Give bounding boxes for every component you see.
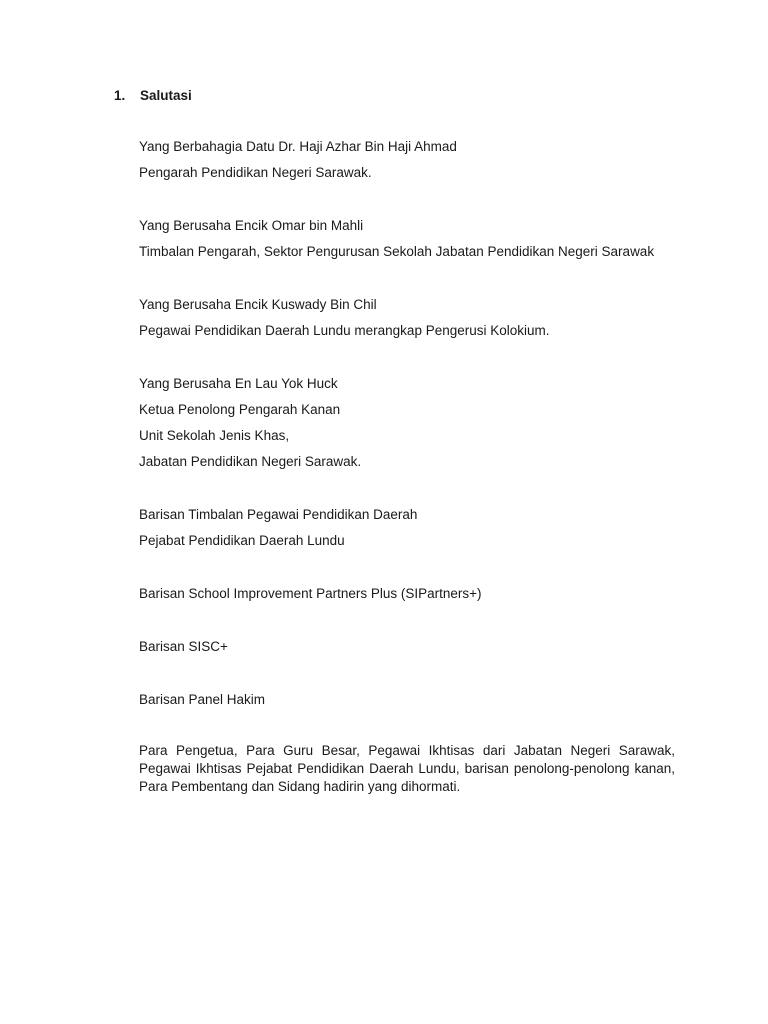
salutation-block: [139, 217, 675, 269]
salutation-list: [139, 138, 675, 796]
salutation-line: Yang Berusaha Encik Omar bin Mahli: [139, 218, 364, 233]
salutation-block: [139, 638, 675, 664]
salutation-line: Yang Berusaha Encik Kuswady Bin Chil: [139, 297, 377, 312]
salutation-line: Pegawai Pendidikan Daerah Lundu merangkap Pengerusi Kolokium.: [139, 323, 550, 338]
salutation-block: [139, 138, 675, 190]
salutation-block: [139, 506, 675, 558]
salutation-line: Pejabat Pendidikan Daerah Lundu: [139, 533, 345, 548]
section-heading: [114, 87, 192, 105]
salutation-block: [139, 691, 675, 717]
salutation-block: [139, 375, 675, 479]
salutation-line: Unit Sekolah Jenis Khas,: [139, 428, 290, 443]
salutation-line: Pengarah Pendidikan Negeri Sarawak.: [139, 165, 372, 180]
closing-paragraph: Para Pengetua, Para Guru Besar, Pegawai Ikhtisas dari Jabatan Negeri Sarawak, Pegawai Ikhtisas Pejabat Pendidikan Daerah Lundu, barisan penolong-penolong kanan, Para Pembentang dan Sidang hadirin yang dihormati.: [139, 743, 675, 794]
salutation-line: Timbalan Pengarah, Sektor Pengurusan Sekolah Jabatan Pendidikan Negeri Sarawak: [139, 244, 655, 259]
salutation-line: Ketua Penolong Pengarah Kanan: [139, 402, 341, 417]
section-number: 1.: [114, 88, 126, 103]
salutation-line: Barisan School Improvement Partners Plus (SIPartners+): [139, 586, 482, 601]
salutation-line: Yang Berbahagia Datu Dr. Haji Azhar Bin Haji Ahmad: [139, 139, 457, 154]
salutation-block: [139, 585, 675, 611]
salutation-line: Jabatan Pendidikan Negeri Sarawak.: [139, 454, 362, 469]
salutation-line: Barisan Panel Hakim: [139, 692, 266, 707]
salutation-block: [139, 296, 675, 348]
section-title: Salutasi: [140, 88, 192, 103]
salutation-line: Barisan Timbalan Pegawai Pendidikan Daerah: [139, 507, 418, 522]
salutation-line: Yang Berusaha En Lau Yok Huck: [139, 376, 338, 391]
salutation-line: Barisan SISC+: [139, 639, 228, 654]
